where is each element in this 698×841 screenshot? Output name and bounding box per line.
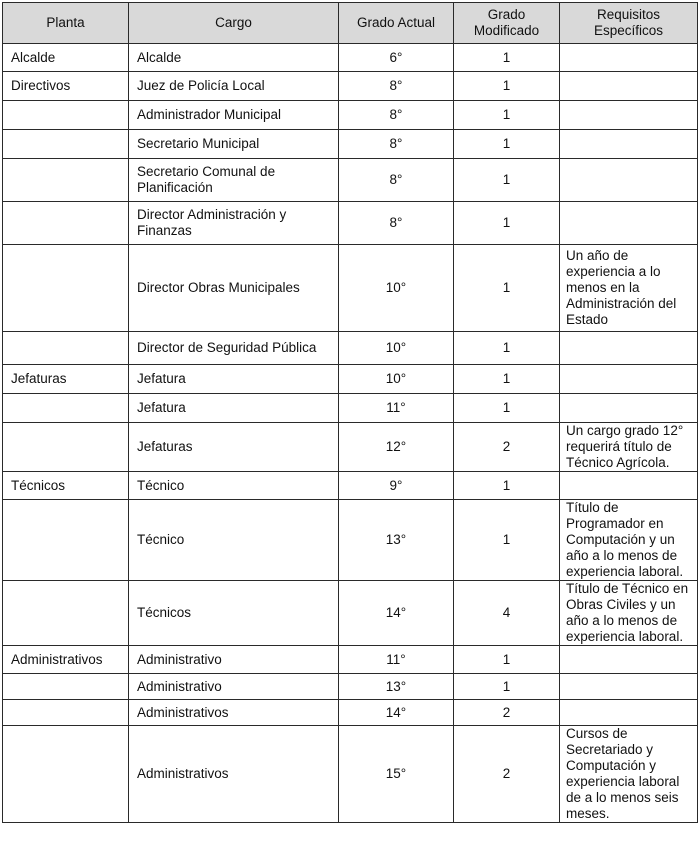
table-row — [3, 646, 698, 674]
table-row — [3, 245, 698, 332]
grado-actual-cell: 8° — [339, 202, 454, 245]
table-row — [3, 130, 698, 159]
requisitos-cell — [560, 101, 698, 130]
requisitos-cell — [560, 332, 698, 365]
planta-cell — [3, 394, 129, 423]
requisitos-cell: Un año de experiencia a lo menos en la Administración del Estado — [560, 245, 698, 332]
grado-actual-cell: 8° — [339, 159, 454, 202]
grado-actual-cell: 11° — [339, 646, 454, 674]
header-grado-actual: Grado Actual — [339, 3, 454, 44]
planta-cell: Administrativos — [3, 646, 129, 674]
grado-modificado-cell: 1 — [454, 72, 560, 101]
planta-cell — [3, 101, 129, 130]
table-row — [3, 394, 698, 423]
requisitos-cell — [560, 72, 698, 101]
planta-cell — [3, 581, 129, 646]
cargo-cell: Director Obras Municipales — [129, 245, 339, 332]
grado-modificado-cell: 1 — [454, 472, 560, 500]
grado-modificado-cell: 1 — [454, 332, 560, 365]
cargo-cell: Administrativo — [129, 646, 339, 674]
requisitos-cell — [560, 472, 698, 500]
grado-actual-cell: 9° — [339, 472, 454, 500]
cargo-cell: Técnico — [129, 500, 339, 581]
grado-modificado-cell: 1 — [454, 365, 560, 394]
requisitos-cell — [560, 365, 698, 394]
header-grado-modificado: Grado Modificado — [454, 3, 560, 44]
cargo-cell: Director Administración y Finanzas — [129, 202, 339, 245]
planta-cell: Directivos — [3, 72, 129, 101]
planta-cell — [3, 726, 129, 823]
grado-modificado-cell: 1 — [454, 646, 560, 674]
requisitos-cell — [560, 646, 698, 674]
table-row — [3, 332, 698, 365]
table-row — [3, 72, 698, 101]
table-row — [3, 726, 698, 823]
grado-actual-cell: 6° — [339, 44, 454, 72]
grado-actual-cell: 14° — [339, 700, 454, 726]
table-row — [3, 202, 698, 245]
grades-table — [2, 2, 698, 823]
header-planta: Planta — [3, 3, 129, 44]
grado-actual-cell: 14° — [339, 581, 454, 646]
requisitos-cell — [560, 202, 698, 245]
planta-cell — [3, 500, 129, 581]
table-row — [3, 44, 698, 72]
grado-modificado-cell: 2 — [454, 423, 560, 472]
grado-actual-cell: 15° — [339, 726, 454, 823]
table-row — [3, 700, 698, 726]
planta-cell — [3, 130, 129, 159]
grado-modificado-cell: 1 — [454, 44, 560, 72]
table-row — [3, 674, 698, 700]
grado-modificado-cell: 1 — [454, 101, 560, 130]
requisitos-cell: Cursos de Secretariado y Computación y experiencia laboral de a lo menos seis meses. — [560, 726, 698, 823]
grado-modificado-cell: 4 — [454, 581, 560, 646]
planta-cell — [3, 159, 129, 202]
grado-modificado-cell: 1 — [454, 159, 560, 202]
planta-cell — [3, 245, 129, 332]
grado-modificado-cell: 2 — [454, 726, 560, 823]
grado-modificado-cell: 1 — [454, 674, 560, 700]
grado-actual-cell: 8° — [339, 101, 454, 130]
cargo-cell: Técnicos — [129, 581, 339, 646]
cargo-cell: Director de Seguridad Pública — [129, 332, 339, 365]
requisitos-cell — [560, 394, 698, 423]
table-row — [3, 365, 698, 394]
cargo-cell: Secretario Municipal — [129, 130, 339, 159]
grado-actual-cell: 13° — [339, 674, 454, 700]
cargo-cell: Administrativo — [129, 674, 339, 700]
table-row — [3, 500, 698, 581]
grado-actual-cell: 13° — [339, 500, 454, 581]
table-row — [3, 159, 698, 202]
planta-cell: Alcalde — [3, 44, 129, 72]
grado-actual-cell: 12° — [339, 423, 454, 472]
cargo-cell: Jefatura — [129, 394, 339, 423]
planta-cell — [3, 674, 129, 700]
cargo-cell: Jefaturas — [129, 423, 339, 472]
cargo-cell: Juez de Policía Local — [129, 72, 339, 101]
grado-modificado-cell: 2 — [454, 700, 560, 726]
planta-cell — [3, 700, 129, 726]
table-row — [3, 472, 698, 500]
grado-actual-cell: 10° — [339, 332, 454, 365]
header-requisitos: Requisitos Específicos — [560, 3, 698, 44]
table-row — [3, 581, 698, 646]
requisitos-cell: Título de Programador en Computación y un año a lo menos de experiencia laboral. — [560, 500, 698, 581]
planta-cell: Técnicos — [3, 472, 129, 500]
requisitos-cell — [560, 130, 698, 159]
table-row — [3, 101, 698, 130]
requisitos-cell — [560, 44, 698, 72]
grado-actual-cell: 8° — [339, 130, 454, 159]
table-row — [3, 423, 698, 472]
requisitos-cell — [560, 159, 698, 202]
requisitos-cell — [560, 700, 698, 726]
requisitos-cell — [560, 674, 698, 700]
header-row — [3, 3, 698, 44]
cargo-cell: Secretario Comunal de Planificación — [129, 159, 339, 202]
cargo-cell: Administrativos — [129, 700, 339, 726]
cargo-cell: Técnico — [129, 472, 339, 500]
grado-modificado-cell: 1 — [454, 202, 560, 245]
cargo-cell: Alcalde — [129, 44, 339, 72]
planta-cell — [3, 332, 129, 365]
grado-actual-cell: 10° — [339, 365, 454, 394]
cargo-cell: Administrativos — [129, 726, 339, 823]
grado-actual-cell: 11° — [339, 394, 454, 423]
requisitos-cell: Título de Técnico en Obras Civiles y un año a lo menos de experiencia laboral. — [560, 581, 698, 646]
header-cargo: Cargo — [129, 3, 339, 44]
grado-modificado-cell: 1 — [454, 394, 560, 423]
planta-cell — [3, 423, 129, 472]
grado-actual-cell: 8° — [339, 72, 454, 101]
cargo-cell: Jefatura — [129, 365, 339, 394]
grado-modificado-cell: 1 — [454, 500, 560, 581]
grado-modificado-cell: 1 — [454, 130, 560, 159]
requisitos-cell: Un cargo grado 12° requerirá título de Técnico Agrícola. — [560, 423, 698, 472]
grado-modificado-cell: 1 — [454, 245, 560, 332]
planta-cell: Jefaturas — [3, 365, 129, 394]
grado-actual-cell: 10° — [339, 245, 454, 332]
planta-cell — [3, 202, 129, 245]
cargo-cell: Administrador Municipal — [129, 101, 339, 130]
